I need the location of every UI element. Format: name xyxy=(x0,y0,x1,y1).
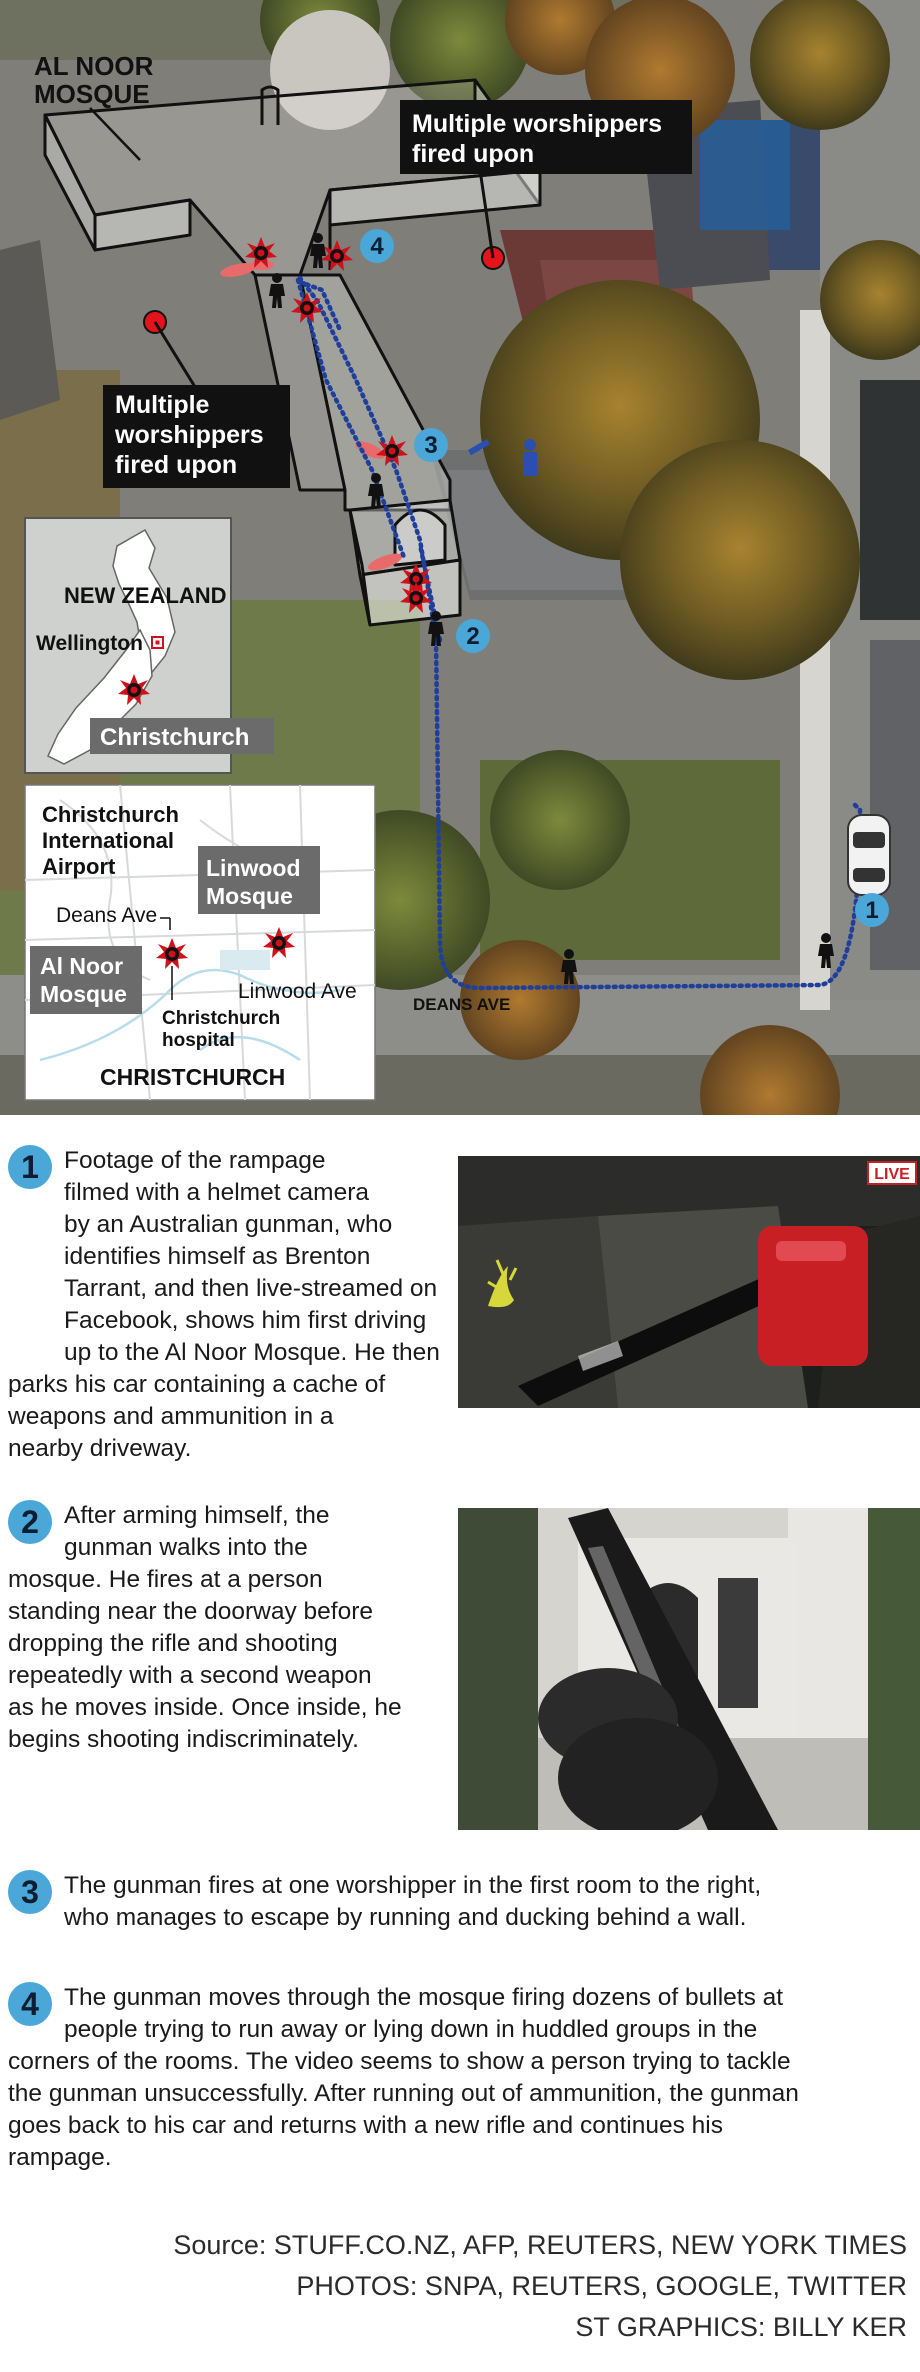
label-new-zealand: NEW ZEALAND xyxy=(64,583,227,608)
svg-text:Airport: Airport xyxy=(42,854,116,879)
step-4-text: The gunman moves through the mosque firing dozens of bullets at people trying to run away or lying down in huddled groups in the xyxy=(64,1984,784,2043)
svg-text:4: 4 xyxy=(370,233,384,260)
step-2-photo xyxy=(458,1508,920,1830)
label-airport: Christchurch xyxy=(42,802,179,827)
label-linwood-ave: Linwood Ave xyxy=(238,980,357,1003)
svg-text:2: 2 xyxy=(466,623,480,650)
label-christchurch: Christchurch xyxy=(100,724,250,751)
callout-multiple-worshippers-left xyxy=(103,385,290,488)
step-4 xyxy=(8,1982,908,2182)
svg-text:worshippers: worshippers xyxy=(115,421,264,449)
marker-2 xyxy=(456,619,490,653)
christchurch-inset-map xyxy=(25,785,375,1100)
credits xyxy=(7,2225,907,2348)
step-badge: 3 xyxy=(8,1870,52,1914)
svg-text:3: 3 xyxy=(424,432,438,459)
label-al-noor-mosque: Al Noor xyxy=(40,953,124,979)
label-hospital: Christchurch xyxy=(162,1008,281,1029)
svg-text:MOSQUE: MOSQUE xyxy=(34,79,150,109)
live-badge: LIVE xyxy=(874,1166,910,1183)
step-badge: 2 xyxy=(8,1500,52,1544)
label-linwood-mosque: Linwood xyxy=(206,855,301,881)
source-line: Source: STUFF.CO.NZ, AFP, REUTERS, NEW YORK TIMES xyxy=(173,2230,907,2260)
svg-text:Multiple worshippers: Multiple worshippers xyxy=(412,110,663,138)
street-label-deans-ave: DEANS AVE xyxy=(413,995,511,1014)
step-4-text-cont: corners of the rooms. The video seems to show a person trying to tackle the gunman unsuccessfully. After running out of ammunition, the gunman goes back to his car and returns with a new rifle and continues his rampage. xyxy=(8,2048,799,2171)
step-2 xyxy=(8,1500,908,1840)
mosque-label xyxy=(34,51,154,109)
step-3 xyxy=(8,1870,908,1950)
step-1 xyxy=(8,1145,908,1465)
step-badge: 1 xyxy=(8,1145,52,1189)
marker-1 xyxy=(855,893,889,927)
label-deans-ave: Deans Ave xyxy=(56,904,158,927)
marker-3 xyxy=(414,428,448,462)
svg-text:hospital: hospital xyxy=(162,1030,235,1051)
svg-text:fired upon: fired upon xyxy=(115,451,238,479)
step-2-text: After arming himself, the gunman walks into the xyxy=(64,1502,330,1561)
svg-text:Mosque: Mosque xyxy=(40,981,127,1007)
label-wellington: Wellington xyxy=(36,632,143,655)
svg-text:AL NOOR: AL NOOR xyxy=(34,51,154,81)
marker-4 xyxy=(360,229,394,263)
svg-text:Multiple: Multiple xyxy=(115,391,210,419)
graphics-credit-line: ST GRAPHICS: BILLY KER xyxy=(575,2312,907,2342)
car-icon xyxy=(848,815,890,895)
step-2-text-cont: mosque. He fires at a person standing near the doorway before dropping the rifle and shooting repeatedly with a second weapon as he moves inside. Once inside, he begins shooting indiscriminately. xyxy=(8,1566,402,1753)
step-badge: 4 xyxy=(8,1982,52,2026)
svg-text:fired upon: fired upon xyxy=(412,140,535,168)
step-1-text: Footage of the rampage filmed with a helmet camera by an Australian gunman, who identifies himself as Brenton Tarrant, and then live-streamed on Facebook, shows him first driving up to the Al Noor Mosque. He then xyxy=(64,1147,440,1366)
step-1-text-cont: parks his car containing a cache of weapons and ammunition in a nearby driveway. xyxy=(8,1371,386,1462)
svg-text:Mosque: Mosque xyxy=(206,883,293,909)
photos-credit-line: PHOTOS: SNPA, REUTERS, GOOGLE, TWITTER xyxy=(296,2271,907,2301)
callout-multiple-worshippers-top xyxy=(400,100,692,174)
step-3-text: The gunman fires at one worshipper in the first room to the right, who manages to escape by running and ducking behind a wall. xyxy=(64,1872,762,1931)
step-1-photo xyxy=(458,1156,920,1408)
svg-text:International: International xyxy=(42,828,175,853)
aerial-map xyxy=(0,0,920,1115)
label-christchurch-city: CHRISTCHURCH xyxy=(100,1064,286,1090)
svg-text:1: 1 xyxy=(865,897,879,924)
